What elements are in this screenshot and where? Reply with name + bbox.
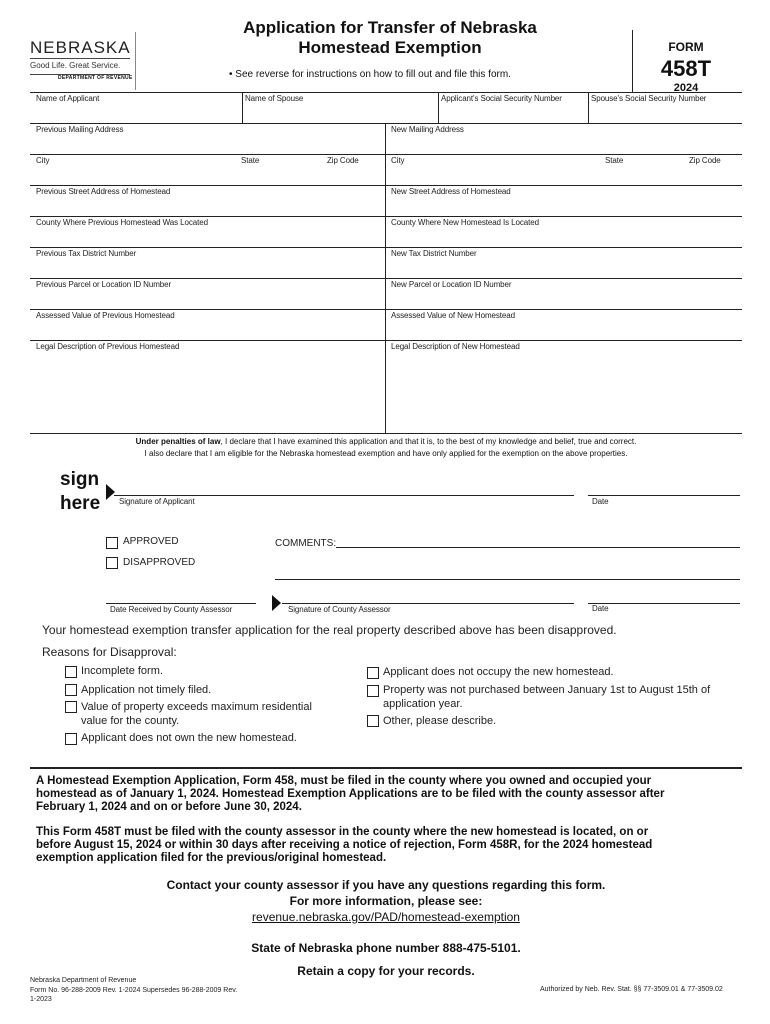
new-mailing-address-label: New Mailing Address	[391, 125, 464, 134]
previous-mailing-address-field[interactable]	[30, 123, 385, 154]
new-county-label: County Where New Homestead Is Located	[391, 218, 539, 227]
form-number: 458T	[660, 56, 712, 81]
assessor-date-field[interactable]	[588, 586, 740, 616]
value-exceeds-label-2: value for the county.	[81, 715, 180, 727]
comments-label: COMMENTS:	[275, 538, 337, 549]
disapproval-statement: Your homestead exemption transfer application for the real property described above has been disapproved.	[42, 623, 617, 637]
disapproved-checkbox[interactable]	[106, 557, 118, 569]
footer-form-number: Form No. 96-288-2009 Rev. 1-2024 Supersedes 96-288-2009 Rev.	[30, 986, 238, 994]
filing-p1-line-1: A Homestead Exemption Application, Form 458, must be filed in the county where you owned and occupied your	[36, 775, 652, 787]
value-exceeds-label: Value of property exceeds maximum residential	[81, 701, 312, 713]
assessor-date-label: Date	[592, 604, 609, 613]
new-parcel-field[interactable]	[385, 278, 742, 309]
name-of-spouse-label: Name of Spouse	[245, 94, 304, 103]
incomplete-form-checkbox[interactable]	[65, 666, 77, 678]
previous-city-field[interactable]	[30, 154, 385, 185]
previous-parcel-label: Previous Parcel or Location ID Number	[36, 280, 172, 289]
previous-legal-description-field[interactable]	[30, 340, 385, 433]
does-not-occupy-label: Applicant does not occupy the new homestead.	[383, 666, 614, 678]
previous-tax-district-label: Previous Tax District Number	[36, 249, 137, 258]
instructions-note: • See reverse for instructions on how to fill out and file this form.	[229, 69, 511, 80]
name-of-spouse-field[interactable]	[242, 92, 438, 123]
filing-p2-line-1: This Form 458T must be filed with the county assessor in the county where the new homestead is located, on or	[36, 826, 649, 838]
previous-mailing-address-label: Previous Mailing Address	[36, 125, 124, 134]
value-exceeds-checkbox[interactable]	[65, 701, 77, 713]
penalty-bold: Under penalties of law	[135, 437, 221, 446]
previous-assessed-value-label: Assessed Value of Previous Homestead	[36, 311, 175, 320]
disapproved-label: DISAPPROVED	[123, 557, 196, 568]
new-parcel-label: New Parcel or Location ID Number	[391, 280, 512, 289]
filing-p1-line-3: February 1, 2024 and on or before June 30, 2024.	[36, 801, 302, 813]
form-year: 2024	[673, 82, 699, 94]
previous-tax-district-field[interactable]	[30, 247, 385, 278]
contact-block	[30, 877, 742, 925]
new-street-field[interactable]	[385, 185, 742, 216]
new-zip-label: Zip Code	[689, 156, 721, 165]
applicant-date-field[interactable]	[588, 476, 740, 508]
retain-line: Retain a copy for your records.	[297, 964, 475, 978]
assessor-signature-label: Signature of County Assessor	[288, 605, 391, 614]
date-received-field[interactable]	[106, 586, 256, 616]
not-purchased-label-2: application year.	[383, 698, 463, 710]
name-of-applicant-label: Name of Applicant	[36, 94, 100, 103]
applicant-date-label: Date	[592, 497, 609, 506]
filing-paragraph-2	[36, 826, 742, 865]
new-city-label: City	[391, 156, 405, 165]
other-checkbox[interactable]	[367, 715, 379, 727]
spouse-ssn-label: Spouse's Social Security Number	[591, 94, 707, 103]
does-not-own-checkbox[interactable]	[65, 733, 77, 745]
previous-street-label: Previous Street Address of Homestead	[36, 187, 171, 196]
declaration-line-2: I also declare that I am eligible for the Nebraska homestead exemption and have only applied for the exemption on the above properties.	[144, 449, 628, 458]
not-purchased-checkbox[interactable]	[367, 685, 379, 697]
footer-department: Nebraska Department of Revenue	[30, 977, 137, 984]
new-street-label: New Street Address of Homestead	[391, 187, 511, 196]
title-line-1: Application for Transfer of Nebraska	[243, 18, 537, 37]
logo-tagline: Good Life. Great Service.	[30, 61, 121, 70]
previous-city-label: City	[36, 156, 50, 165]
assessor-arrow-icon	[272, 595, 281, 611]
other-label: Other, please describe.	[383, 715, 497, 727]
filing-p2-line-2: before August 15, 2024 or within 30 days after receiving a notice of rejection, Form 458R, for the 2024 homestead	[36, 839, 653, 851]
title-line-2: Homestead Exemption	[298, 38, 482, 57]
previous-legal-description-label: Legal Description of Previous Homestead	[36, 342, 180, 351]
new-state-label: State	[605, 156, 624, 165]
declaration	[30, 436, 742, 460]
previous-county-field[interactable]	[30, 216, 385, 247]
here-word: here	[60, 493, 101, 514]
new-city-field[interactable]	[385, 154, 742, 185]
previous-assessed-value-field[interactable]	[30, 309, 385, 340]
footer-left	[30, 976, 237, 1005]
applicant-ssn-label: Applicant's Social Security Number	[441, 94, 562, 103]
logo-department: DEPARTMENT OF REVENUE	[58, 75, 133, 81]
approved-label: APPROVED	[123, 536, 179, 547]
form-number-box	[634, 40, 738, 94]
applicant-signature-field[interactable]	[114, 476, 574, 508]
form-title	[200, 18, 580, 58]
reasons-label: Reasons for Disapproval:	[42, 645, 177, 659]
new-tax-district-label: New Tax District Number	[391, 249, 477, 258]
previous-street-field[interactable]	[30, 185, 385, 216]
contact-line: Contact your county assessor if you have any questions regarding this form.	[166, 878, 606, 892]
footer-authority: Authorized by Neb. Rev. Stat. §§ 77-3509.01 & 77-3509.02	[540, 986, 723, 993]
approved-checkbox[interactable]	[106, 537, 118, 549]
incomplete-form-label: Incomplete form.	[81, 665, 163, 677]
applicant-ssn-field[interactable]	[438, 92, 588, 123]
does-not-own-label: Applicant does not own the new homestead.	[81, 732, 297, 744]
spouse-ssn-field[interactable]	[588, 92, 742, 123]
penalty-text: , I declare that I have examined this application and that it is, to the best of my knowledge and belief, true and correct.	[220, 437, 637, 446]
does-not-occupy-checkbox[interactable]	[367, 667, 379, 679]
not-timely-filed-checkbox[interactable]	[65, 684, 77, 696]
new-mailing-address-field[interactable]	[385, 123, 742, 154]
new-legal-description-label: Legal Description of New Homestead	[391, 342, 520, 351]
new-tax-district-field[interactable]	[385, 247, 742, 278]
footer-revision: 1-2023	[30, 996, 52, 1003]
not-purchased-label: Property was not purchased between January 1st to August 15th of	[383, 684, 711, 696]
info-link[interactable]: revenue.nebraska.gov/PAD/homestead-exemption	[252, 910, 520, 924]
more-info-line: For more information, please see:	[289, 894, 483, 908]
previous-county-label: County Where Previous Homestead Was Located	[36, 218, 208, 227]
previous-zip-label: Zip Code	[327, 156, 359, 165]
applicant-signature-label: Signature of Applicant	[119, 497, 195, 506]
filing-p1-line-2: homestead as of January 1, 2024. Homestead Exemption Applications are to be filed with the county assessor after	[36, 788, 665, 800]
new-assessed-value-label: Assessed Value of New Homestead	[391, 311, 515, 320]
date-received-label: Date Received by County Assessor	[110, 605, 233, 614]
sign-word: sign	[60, 469, 100, 490]
nebraska-logo	[30, 38, 135, 88]
comments-field[interactable]	[336, 540, 740, 580]
filing-p2-line-3: exemption application filed for the previous/original homestead.	[36, 852, 387, 864]
previous-state-label: State	[241, 156, 260, 165]
new-legal-description-field[interactable]	[385, 340, 742, 433]
phone-line: State of Nebraska phone number 888-475-5101.	[251, 941, 521, 955]
not-timely-filed-label: Application not timely filed.	[81, 684, 212, 696]
filing-paragraph-1	[36, 775, 742, 814]
new-county-field[interactable]	[385, 216, 742, 247]
previous-parcel-field[interactable]	[30, 278, 385, 309]
name-of-applicant-field[interactable]	[30, 92, 242, 123]
assessor-signature-field[interactable]	[282, 586, 574, 616]
sign-here-label	[60, 468, 100, 516]
new-assessed-value-field[interactable]	[385, 309, 742, 340]
logo-text: NEBRASKA	[30, 38, 131, 57]
form-label: FORM	[668, 40, 704, 54]
